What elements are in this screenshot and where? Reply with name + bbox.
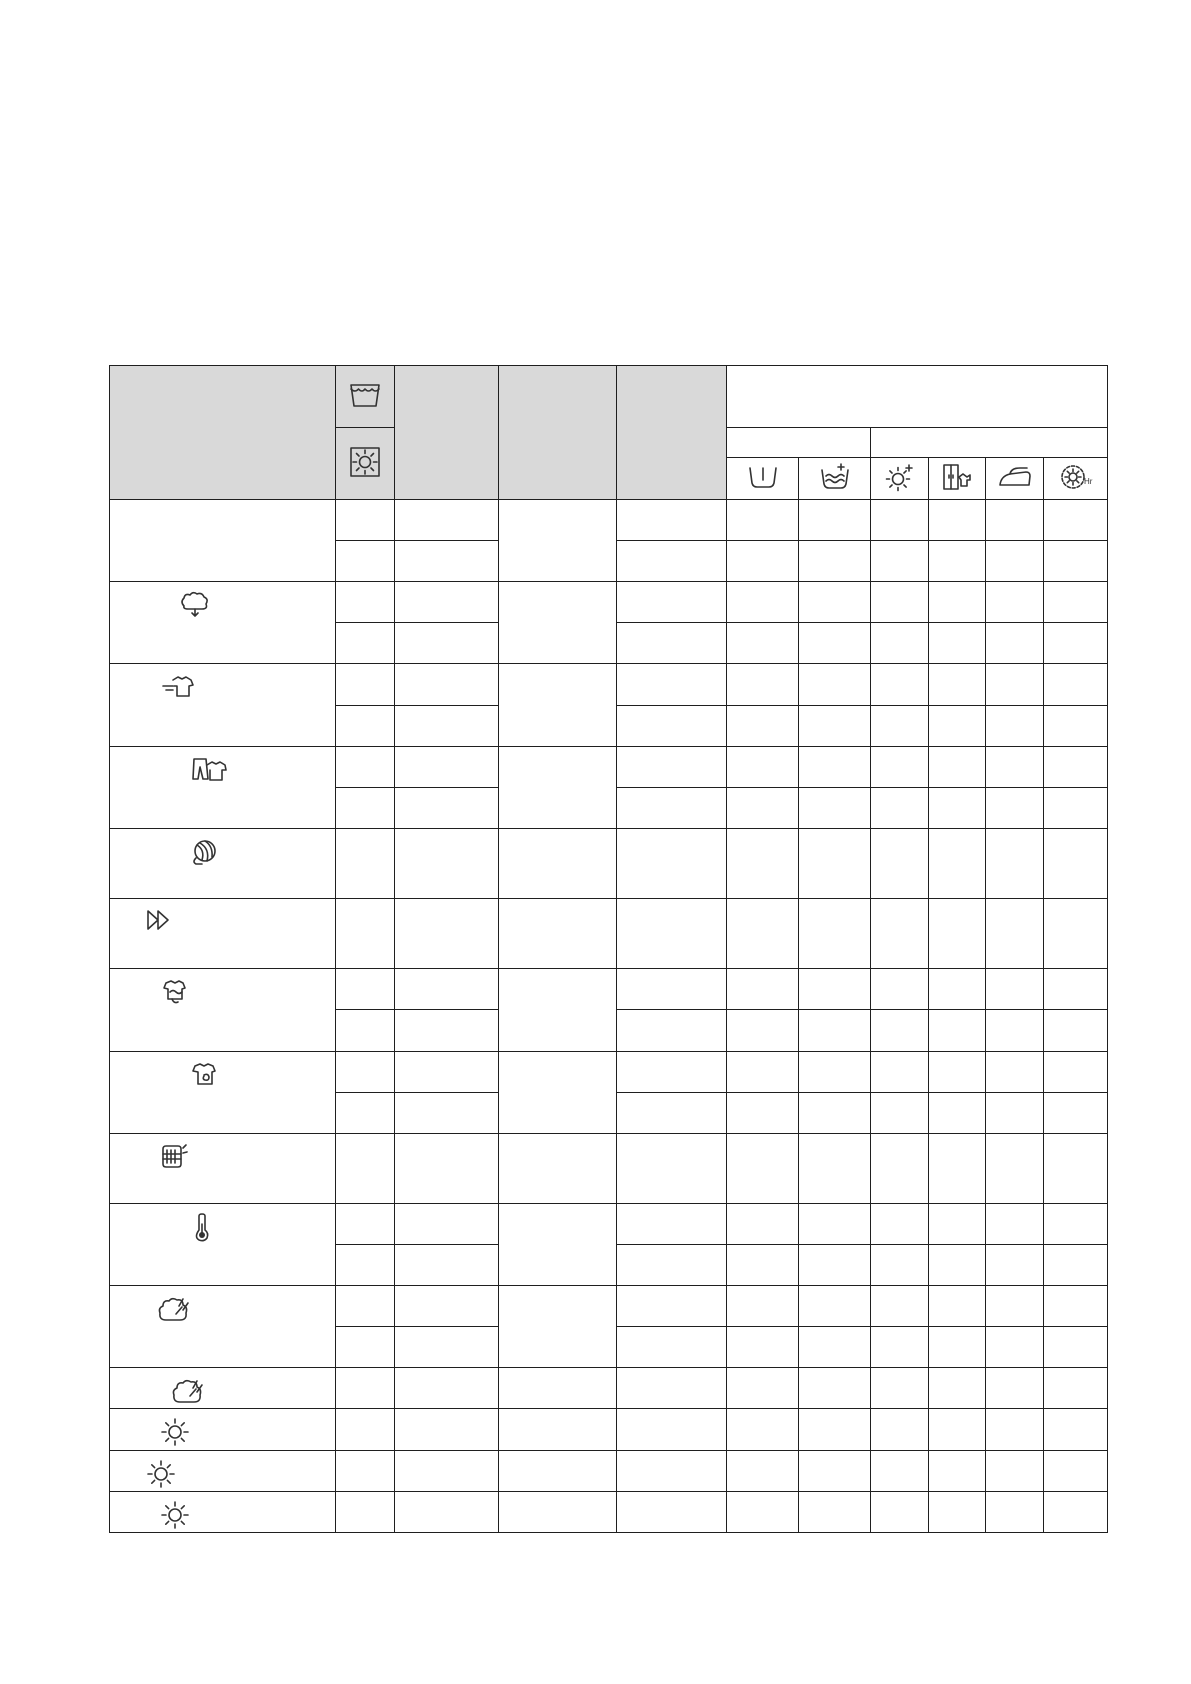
- dry-level-cell: [617, 1368, 727, 1409]
- table-row: [110, 828, 1108, 898]
- option-cell: [1044, 664, 1108, 705]
- spin-cell: [395, 1286, 499, 1327]
- option-cell: [929, 582, 986, 623]
- option-cell: [1044, 1450, 1108, 1491]
- option-cell: [727, 1409, 799, 1450]
- thermometer-icon: [190, 1212, 214, 1248]
- option-cell: [871, 1092, 929, 1133]
- option-cell: [1044, 1203, 1108, 1244]
- option-cell: [986, 828, 1044, 898]
- option-cell: [727, 664, 799, 705]
- sun-dry-icon: [160, 1500, 190, 1534]
- option-cell: [799, 969, 871, 1010]
- load-cell: [499, 899, 617, 969]
- option-cell: [727, 1245, 799, 1286]
- program-cell: [110, 899, 336, 969]
- option-cell: [1044, 899, 1108, 969]
- option-cell: [986, 623, 1044, 664]
- table-row: [110, 746, 1108, 787]
- dry-level-cell: [617, 582, 727, 623]
- option-cell: [871, 1450, 929, 1491]
- dry-level-cell: [617, 1203, 727, 1244]
- option-cell: [871, 1051, 929, 1092]
- header-wash-icon: [336, 366, 395, 428]
- option-cell: [1044, 1327, 1108, 1368]
- option-cell: [929, 1409, 986, 1450]
- option-cell: [929, 664, 986, 705]
- option-cell: [871, 1286, 929, 1327]
- option-cell: [727, 899, 799, 969]
- option-cell: [727, 787, 799, 828]
- wash-temp-cell: [336, 1051, 395, 1092]
- option-cell: [929, 541, 986, 582]
- option-cell: [929, 1327, 986, 1368]
- option-cell: [799, 1327, 871, 1368]
- load-cell: [499, 500, 617, 582]
- option-cell: [799, 1010, 871, 1051]
- spin-cell: [395, 1450, 499, 1491]
- sun-dry-icon: [160, 1417, 190, 1451]
- header-option-rinse-plus-icon: [799, 458, 871, 500]
- option-cell: [1044, 1368, 1108, 1409]
- spin-cell: [395, 1245, 499, 1286]
- spin-cell: [395, 1133, 499, 1203]
- dry-level-cell: [617, 664, 727, 705]
- wash-temp-cell: [336, 1133, 395, 1203]
- header-option-iron-dry-icon: [986, 458, 1044, 500]
- load-cell: [499, 1491, 617, 1532]
- option-cell: [871, 623, 929, 664]
- option-cell: [799, 1133, 871, 1203]
- rinse-plus-icon: [799, 462, 870, 496]
- dry-level-cell: [617, 746, 727, 787]
- wash-temp-cell: [336, 1092, 395, 1133]
- option-cell: [727, 1051, 799, 1092]
- option-cell: [871, 1491, 929, 1532]
- bedding-icon: [156, 1142, 190, 1176]
- option-cell: [929, 1286, 986, 1327]
- option-cell: [727, 623, 799, 664]
- option-cell: [799, 828, 871, 898]
- dry-level-cell: [617, 705, 727, 746]
- table-row: [110, 1286, 1108, 1327]
- option-cell: [727, 1133, 799, 1203]
- wash-temp-cell: [336, 1491, 395, 1532]
- option-cell: [986, 1203, 1044, 1244]
- shirt-iron-icon: [160, 672, 196, 706]
- option-cell: [929, 1203, 986, 1244]
- program-cell: [110, 969, 336, 1051]
- spin-cell: [395, 1051, 499, 1092]
- program-cell: [110, 500, 336, 582]
- sun-dry-icon: [146, 1459, 176, 1493]
- wash-temp-cell: [336, 828, 395, 898]
- option-cell: [986, 1051, 1044, 1092]
- spin-cell: [395, 787, 499, 828]
- wash-temp-cell: [336, 705, 395, 746]
- option-cell: [871, 1010, 929, 1051]
- table-row: [110, 899, 1108, 969]
- option-cell: [799, 899, 871, 969]
- option-cell: [929, 828, 986, 898]
- option-cell: [871, 664, 929, 705]
- table-row: [110, 1491, 1108, 1532]
- dry-level-cell: [617, 1409, 727, 1450]
- dry-level-cell: [617, 1491, 727, 1532]
- fast-forward-icon: [144, 907, 174, 937]
- option-cell: [871, 705, 929, 746]
- option-cell: [727, 1491, 799, 1532]
- steam-refresh-icon: [156, 1294, 194, 1330]
- option-cell: [799, 1286, 871, 1327]
- spin-cell: [395, 705, 499, 746]
- option-cell: [871, 828, 929, 898]
- option-cell: [727, 1450, 799, 1491]
- option-cell: [871, 1368, 929, 1409]
- header-option-timed-dry-icon: [1044, 458, 1108, 500]
- option-cell: [727, 1092, 799, 1133]
- option-cell: [929, 787, 986, 828]
- load-cell: [499, 664, 617, 746]
- option-cell: [727, 500, 799, 541]
- option-cell: [799, 664, 871, 705]
- dry-level-cell: [617, 969, 727, 1010]
- option-cell: [929, 899, 986, 969]
- option-cell: [1044, 705, 1108, 746]
- timed-dry-icon: [1044, 462, 1107, 496]
- option-cell: [929, 500, 986, 541]
- program-cell: [110, 746, 336, 828]
- header-dry-options: [871, 428, 1108, 458]
- option-cell: [986, 1409, 1044, 1450]
- load-cell: [499, 1409, 617, 1450]
- program-cell: [110, 1368, 336, 1409]
- option-cell: [986, 541, 1044, 582]
- option-cell: [799, 705, 871, 746]
- option-cell: [1044, 1133, 1108, 1203]
- header-col-4: [499, 366, 617, 500]
- option-cell: [871, 541, 929, 582]
- program-cell: [110, 1133, 336, 1203]
- option-cell: [1044, 828, 1108, 898]
- program-table: [109, 365, 1108, 1533]
- option-cell: [1044, 969, 1108, 1010]
- wash-basin-icon: [727, 463, 798, 495]
- header-option-extra-dry-icon: [871, 458, 929, 500]
- option-cell: [799, 1491, 871, 1532]
- load-cell: [499, 1051, 617, 1133]
- wash-temp-cell: [336, 664, 395, 705]
- table-row: [110, 1409, 1108, 1450]
- dry-level-cell: [617, 541, 727, 582]
- option-cell: [727, 1368, 799, 1409]
- header-option-wash-basin-icon: [727, 458, 799, 500]
- program-cell: [110, 1286, 336, 1368]
- option-cell: [1044, 582, 1108, 623]
- option-cell: [986, 1245, 1044, 1286]
- table-row: [110, 1368, 1108, 1409]
- spin-cell: [395, 1092, 499, 1133]
- option-cell: [727, 828, 799, 898]
- load-cell: [499, 746, 617, 828]
- spin-cell: [395, 500, 499, 541]
- option-cell: [986, 664, 1044, 705]
- option-cell: [1044, 746, 1108, 787]
- dry-level-cell: [617, 787, 727, 828]
- dry-level-cell: [617, 1092, 727, 1133]
- option-cell: [1044, 1245, 1108, 1286]
- option-cell: [799, 582, 871, 623]
- option-cell: [986, 1491, 1044, 1532]
- wash-temp-cell: [336, 541, 395, 582]
- spin-cell: [395, 1409, 499, 1450]
- option-cell: [727, 1010, 799, 1051]
- option-cell: [799, 1092, 871, 1133]
- wash-temp-cell: [336, 500, 395, 541]
- option-cell: [727, 1203, 799, 1244]
- wash-temp-cell: [336, 746, 395, 787]
- option-cell: [871, 746, 929, 787]
- option-cell: [1044, 623, 1108, 664]
- option-cell: [986, 705, 1044, 746]
- option-cell: [727, 705, 799, 746]
- option-cell: [986, 1133, 1044, 1203]
- dry-level-cell: [617, 1133, 727, 1203]
- program-cell: [110, 664, 336, 746]
- spin-cell: [395, 582, 499, 623]
- option-cell: [799, 1409, 871, 1450]
- option-cell: [986, 582, 1044, 623]
- spin-cell: [395, 623, 499, 664]
- table-row: [110, 500, 1108, 541]
- option-cell: [727, 541, 799, 582]
- extra-dry-icon: [871, 462, 928, 496]
- steam-refresh-icon: [170, 1376, 208, 1412]
- wash-temp-cell: [336, 1203, 395, 1244]
- wash-temp-cell: [336, 582, 395, 623]
- spin-cell: [395, 1010, 499, 1051]
- load-cell: [499, 1368, 617, 1409]
- option-cell: [986, 1368, 1044, 1409]
- option-cell: [929, 1092, 986, 1133]
- wash-temp-cell: [336, 969, 395, 1010]
- option-cell: [727, 1327, 799, 1368]
- option-cell: [799, 1450, 871, 1491]
- option-cell: [986, 1010, 1044, 1051]
- option-cell: [727, 969, 799, 1010]
- iron-dry-icon: [986, 463, 1043, 495]
- spin-cell: [395, 1203, 499, 1244]
- option-cell: [1044, 1051, 1108, 1092]
- program-cell: [110, 828, 336, 898]
- load-cell: [499, 1203, 617, 1285]
- option-cell: [929, 1368, 986, 1409]
- option-cell: [727, 582, 799, 623]
- option-cell: [799, 1051, 871, 1092]
- option-cell: [986, 787, 1044, 828]
- dry-level-cell: [617, 1245, 727, 1286]
- header-program: [110, 366, 336, 500]
- option-cell: [799, 1368, 871, 1409]
- option-cell: [986, 1327, 1044, 1368]
- option-cell: [871, 899, 929, 969]
- cotton-flower-icon: [178, 590, 212, 624]
- option-cell: [1044, 1092, 1108, 1133]
- option-cell: [929, 1010, 986, 1051]
- option-cell: [1044, 1491, 1108, 1532]
- option-cell: [1044, 1409, 1108, 1450]
- wool-ball-icon: [188, 837, 222, 871]
- option-cell: [799, 1245, 871, 1286]
- header-option-cupboard-dry-icon: [929, 458, 986, 500]
- table-row: [110, 664, 1108, 705]
- option-cell: [871, 787, 929, 828]
- program-cell: [110, 1203, 336, 1285]
- option-cell: [871, 1245, 929, 1286]
- option-cell: [929, 746, 986, 787]
- option-cell: [1044, 541, 1108, 582]
- option-cell: [986, 1450, 1044, 1491]
- dry-level-cell: [617, 623, 727, 664]
- option-cell: [929, 1245, 986, 1286]
- sun-box-icon: [336, 446, 394, 482]
- option-cell: [929, 1450, 986, 1491]
- header-col-5: [617, 366, 727, 500]
- table-row: [110, 1051, 1108, 1092]
- wash-temp-cell: [336, 787, 395, 828]
- load-cell: [499, 969, 617, 1051]
- option-cell: [799, 500, 871, 541]
- load-cell: [499, 582, 617, 664]
- option-cell: [871, 969, 929, 1010]
- spin-cell: [395, 1368, 499, 1409]
- load-cell: [499, 1450, 617, 1491]
- wash-temp-cell: [336, 1450, 395, 1491]
- program-cell: [110, 582, 336, 664]
- option-cell: [986, 969, 1044, 1010]
- option-cell: [871, 1327, 929, 1368]
- table-row: [110, 1450, 1108, 1491]
- option-cell: [871, 582, 929, 623]
- program-cell: [110, 1491, 336, 1532]
- delicates-icon: [158, 977, 192, 1011]
- option-cell: [929, 1133, 986, 1203]
- program-cell: [110, 1409, 336, 1450]
- option-cell: [986, 500, 1044, 541]
- cupboard-dry-icon: [929, 462, 985, 496]
- wash-temp-cell: [336, 1245, 395, 1286]
- dry-level-cell: [617, 899, 727, 969]
- option-cell: [871, 1409, 929, 1450]
- svg-text:Hr: Hr: [1083, 476, 1092, 486]
- option-cell: [986, 1286, 1044, 1327]
- mixed-laundry-icon: [190, 755, 228, 789]
- spin-cell: [395, 1491, 499, 1532]
- option-cell: [799, 623, 871, 664]
- dry-level-cell: [617, 1051, 727, 1092]
- table-row: [110, 582, 1108, 623]
- dry-level-cell: [617, 1450, 727, 1491]
- option-cell: [871, 500, 929, 541]
- option-cell: [727, 1286, 799, 1327]
- wash-temp-cell: [336, 623, 395, 664]
- option-cell: [986, 746, 1044, 787]
- dry-level-cell: [617, 828, 727, 898]
- spin-cell: [395, 969, 499, 1010]
- spin-cell: [395, 664, 499, 705]
- load-cell: [499, 1286, 617, 1368]
- option-cell: [799, 787, 871, 828]
- header-dry-icon: [336, 428, 395, 500]
- option-cell: [871, 1133, 929, 1203]
- spin-cell: [395, 746, 499, 787]
- option-cell: [1044, 1286, 1108, 1327]
- program-cell: [110, 1450, 336, 1491]
- option-cell: [929, 705, 986, 746]
- option-cell: [727, 746, 799, 787]
- header-wash-options: [727, 428, 871, 458]
- header-col-3: [395, 366, 499, 500]
- dry-level-cell: [617, 500, 727, 541]
- option-cell: [871, 1203, 929, 1244]
- option-cell: [799, 541, 871, 582]
- wash-temp-cell: [336, 1010, 395, 1051]
- table-row: [110, 1133, 1108, 1203]
- option-cell: [929, 623, 986, 664]
- dry-level-cell: [617, 1010, 727, 1051]
- spin-cell: [395, 899, 499, 969]
- option-cell: [1044, 787, 1108, 828]
- spin-cell: [395, 1327, 499, 1368]
- option-cell: [986, 1092, 1044, 1133]
- option-cell: [1044, 1010, 1108, 1051]
- wash-temp-cell: [336, 1409, 395, 1450]
- option-cell: [799, 746, 871, 787]
- synthetics-icon: [188, 1060, 222, 1094]
- wash-temp-cell: [336, 1286, 395, 1327]
- spin-cell: [395, 828, 499, 898]
- option-cell: [1044, 500, 1108, 541]
- option-cell: [929, 969, 986, 1010]
- option-cell: [929, 1051, 986, 1092]
- wash-temp-cell: [336, 1327, 395, 1368]
- load-cell: [499, 1133, 617, 1203]
- dry-level-cell: [617, 1327, 727, 1368]
- wash-tub-icon: [336, 380, 394, 414]
- table-row: [110, 969, 1108, 1010]
- table-row: [110, 1203, 1108, 1244]
- wash-temp-cell: [336, 1368, 395, 1409]
- dry-level-cell: [617, 1286, 727, 1327]
- header-options: [727, 366, 1108, 428]
- load-cell: [499, 828, 617, 898]
- wash-temp-cell: [336, 899, 395, 969]
- option-cell: [986, 899, 1044, 969]
- option-cell: [929, 1491, 986, 1532]
- option-cell: [799, 1203, 871, 1244]
- spin-cell: [395, 541, 499, 582]
- program-cell: [110, 1051, 336, 1133]
